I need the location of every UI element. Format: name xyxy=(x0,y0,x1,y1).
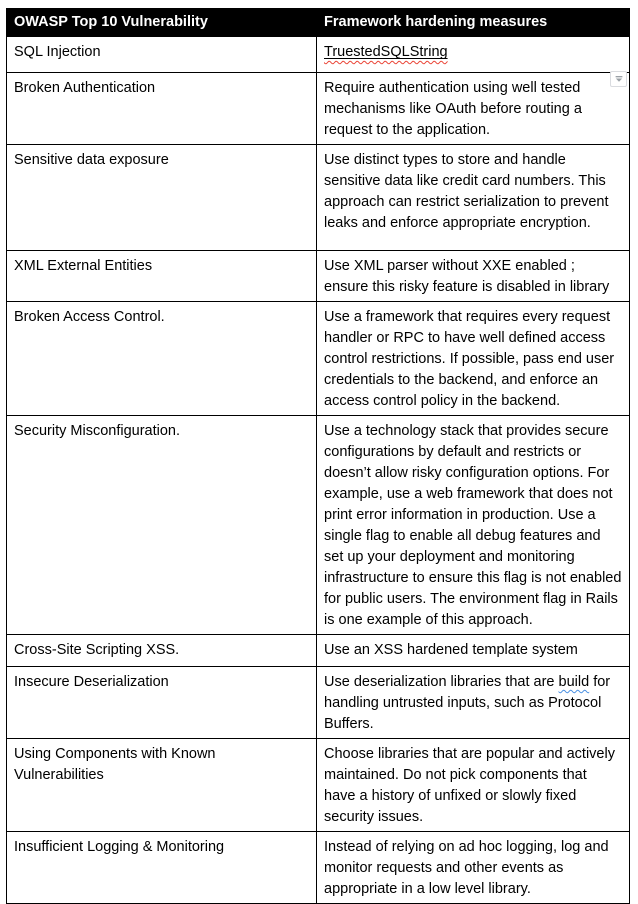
column-header-measures: Framework hardening measures xyxy=(317,9,630,37)
vulnerability-cell[interactable]: Using Components with Known Vulnerabilities xyxy=(7,739,317,832)
table-body xyxy=(7,37,630,904)
measure-cell[interactable] xyxy=(317,37,630,73)
table-row xyxy=(7,739,630,832)
measure-cell[interactable] xyxy=(317,302,630,416)
measure-text: Use an XSS hardened template system xyxy=(324,642,578,658)
vulnerability-cell[interactable]: Cross-Site Scripting XSS. xyxy=(7,635,317,667)
table-row xyxy=(7,145,630,251)
measure-text: Use a technology stack that provides secure configurations by default and restricts or doesn’t allow risky configuration options. For example, use a web framework that does not print error information in production. Use a single flag to enable all debug features and set up your deployment and monitoring infrastructure to ensure this flag is not enabled for public users. The environment flag in Rails is one example of this approach. xyxy=(324,423,622,628)
table-row xyxy=(7,251,630,302)
table-row xyxy=(7,73,630,145)
vulnerability-cell[interactable]: Security Misconfiguration. xyxy=(7,416,317,635)
table-row xyxy=(7,635,630,667)
table-row xyxy=(7,37,630,73)
measure-text: Choose libraries that are popular and actively maintained. Do not pick components that have a history of unfixed or slowly fixed security issues. xyxy=(324,746,615,825)
spellcheck-squiggle: TruestedSQLString xyxy=(324,44,448,60)
table-header-row xyxy=(7,9,630,37)
vulnerability-cell[interactable]: Sensitive data exposure xyxy=(7,145,317,251)
vulnerability-cell[interactable]: Insecure Deserialization xyxy=(7,667,317,739)
column-header-vulnerability: OWASP Top 10 Vulnerability xyxy=(7,9,317,37)
measure-text: for handling untrusted inputs, such as Protocol Buffers. xyxy=(324,674,611,732)
vulnerability-cell[interactable]: Broken Authentication xyxy=(7,73,317,145)
table-row xyxy=(7,302,630,416)
vulnerability-cell[interactable]: Broken Access Control. xyxy=(7,302,317,416)
measure-cell[interactable] xyxy=(317,667,630,739)
table-row xyxy=(7,416,630,635)
dropdown-arrow-icon xyxy=(613,73,625,85)
measure-text: Instead of relying on ad hoc logging, log and monitor requests and other events as appropriate in a low level library. xyxy=(324,839,609,897)
table-row xyxy=(7,667,630,739)
measure-cell[interactable] xyxy=(317,73,630,145)
measure-text: Use deserialization libraries that are xyxy=(324,674,559,690)
vulnerability-cell[interactable]: Insufficient Logging & Monitoring xyxy=(7,832,317,904)
measure-text: Use a framework that requires every request handler or RPC to have well defined access control restrictions. If possible, pass end user credentials to the backend, and enforce an access control policy in the backend. xyxy=(324,309,615,409)
measure-text: Use distinct types to store and handle sensitive data like credit card numbers. This approach can restrict serialization to prevent leaks and enforce appropriate encryption. xyxy=(324,152,609,231)
measure-cell[interactable] xyxy=(317,739,630,832)
vulnerability-cell[interactable]: SQL Injection xyxy=(7,37,317,73)
underlined-misspelled-word xyxy=(324,44,448,60)
measure-text: Require authentication using well tested mechanisms like OAuth before routing a request to the application. xyxy=(324,80,582,138)
measure-cell[interactable] xyxy=(317,145,630,251)
measure-cell[interactable] xyxy=(317,251,630,302)
owasp-hardening-table xyxy=(6,8,630,904)
table-row xyxy=(7,832,630,904)
measure-text: Use XML parser without XXE enabled ; ensure this risky feature is disabled in library xyxy=(324,258,610,295)
measure-cell[interactable] xyxy=(317,635,630,667)
table-options-button[interactable] xyxy=(610,71,627,87)
measure-cell[interactable] xyxy=(317,832,630,904)
measure-cell[interactable] xyxy=(317,416,630,635)
grammar-flagged-word: build xyxy=(558,674,590,690)
vulnerability-cell[interactable]: XML External Entities xyxy=(7,251,317,302)
